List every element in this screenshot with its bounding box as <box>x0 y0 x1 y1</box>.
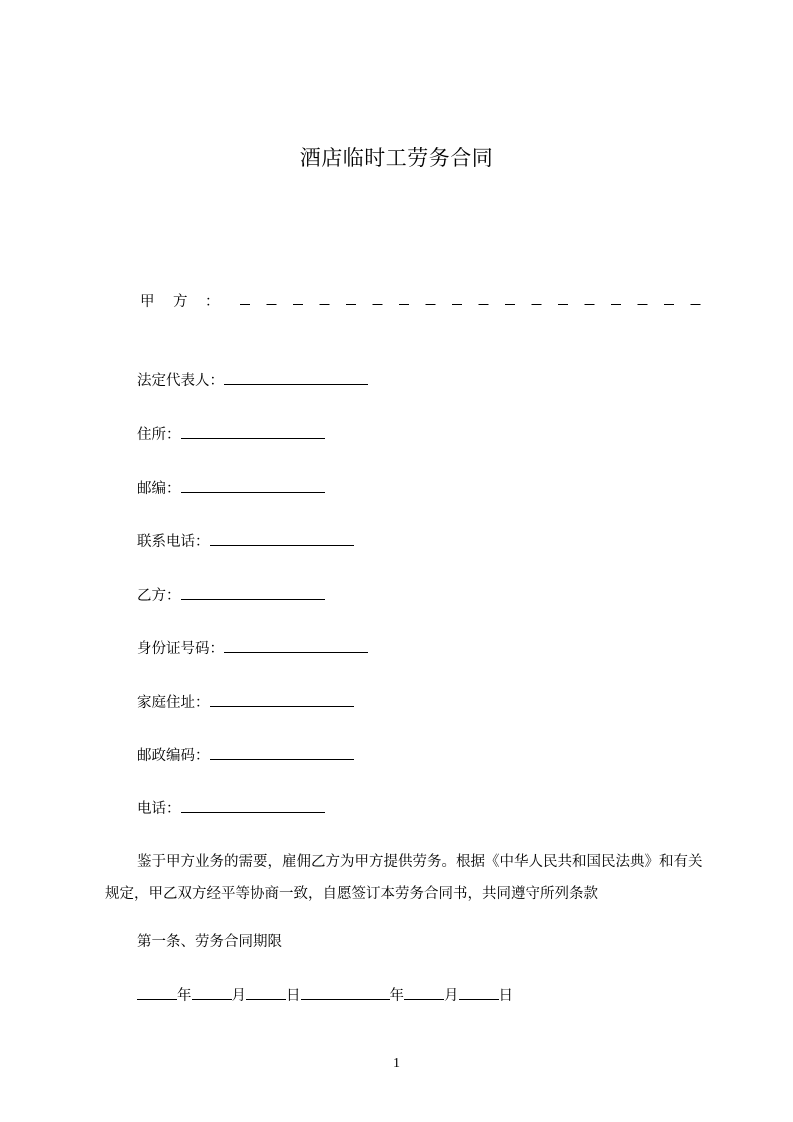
postcode-blank <box>181 478 325 493</box>
phone-row <box>137 531 354 552</box>
start-year-unit: 年 <box>177 988 192 1004</box>
legal-rep-row <box>137 370 368 391</box>
document-title: 酒店临时工劳务合同 <box>299 146 494 170</box>
home-address-label: 家庭住址： <box>137 695 210 711</box>
end-day-blank <box>459 985 499 1000</box>
preamble-paragraph <box>105 846 715 910</box>
legal-rep-blank <box>224 370 368 385</box>
start-month-unit: 月 <box>231 988 246 1004</box>
party-b-blank <box>181 585 325 600</box>
postal-code-row <box>137 745 354 766</box>
legal-rep-label: 法定代表人： <box>137 373 224 389</box>
end-month-unit: 月 <box>444 988 459 1004</box>
start-day-unit: 日 <box>286 988 301 1004</box>
telephone-label: 电话： <box>137 801 181 817</box>
party-a-dashed-blank <box>240 304 702 305</box>
article-1-heading: 第一条、劳务合同期限 <box>137 934 282 950</box>
contract-period-row <box>137 985 513 1006</box>
address-row <box>137 424 325 445</box>
phone-label: 联系电话： <box>137 534 210 550</box>
postal-code-label: 邮政编码： <box>137 748 210 764</box>
party-a-colon: ： <box>205 294 220 310</box>
party-b-label: 乙方： <box>137 588 181 604</box>
address-blank <box>181 424 325 439</box>
telephone-blank <box>181 798 325 813</box>
start-year-blank <box>137 985 177 1000</box>
id-number-label: 身份证号码： <box>137 641 224 657</box>
page-number: 1 <box>393 1056 400 1071</box>
id-number-row <box>137 638 368 659</box>
postal-code-blank <box>210 745 354 760</box>
party-b-row <box>137 585 325 606</box>
postcode-label: 邮编： <box>137 481 181 497</box>
phone-blank <box>210 531 354 546</box>
end-year-blank <box>301 985 390 1000</box>
end-month-blank <box>404 985 444 1000</box>
party-a-char-1: 甲 <box>140 294 155 310</box>
start-month-blank <box>192 985 232 1000</box>
home-address-row <box>137 692 354 713</box>
end-day-unit: 日 <box>498 988 513 1004</box>
id-number-blank <box>224 638 368 653</box>
postcode-row <box>137 478 325 499</box>
preamble-text: 鉴于甲方业务的需要，雇佣乙方为甲方提供劳务。根据《中华人民共和国民法典》和有关规定，甲乙双方经平等协商一致，自愿签订本劳务合同书，共同遵守所列条款 <box>105 854 703 902</box>
start-day-blank <box>246 985 286 1000</box>
end-year-unit: 年 <box>389 988 404 1004</box>
home-address-blank <box>210 692 354 707</box>
telephone-row <box>137 798 325 819</box>
address-label: 住所： <box>137 427 181 443</box>
party-a-char-2: 方 <box>173 294 188 310</box>
